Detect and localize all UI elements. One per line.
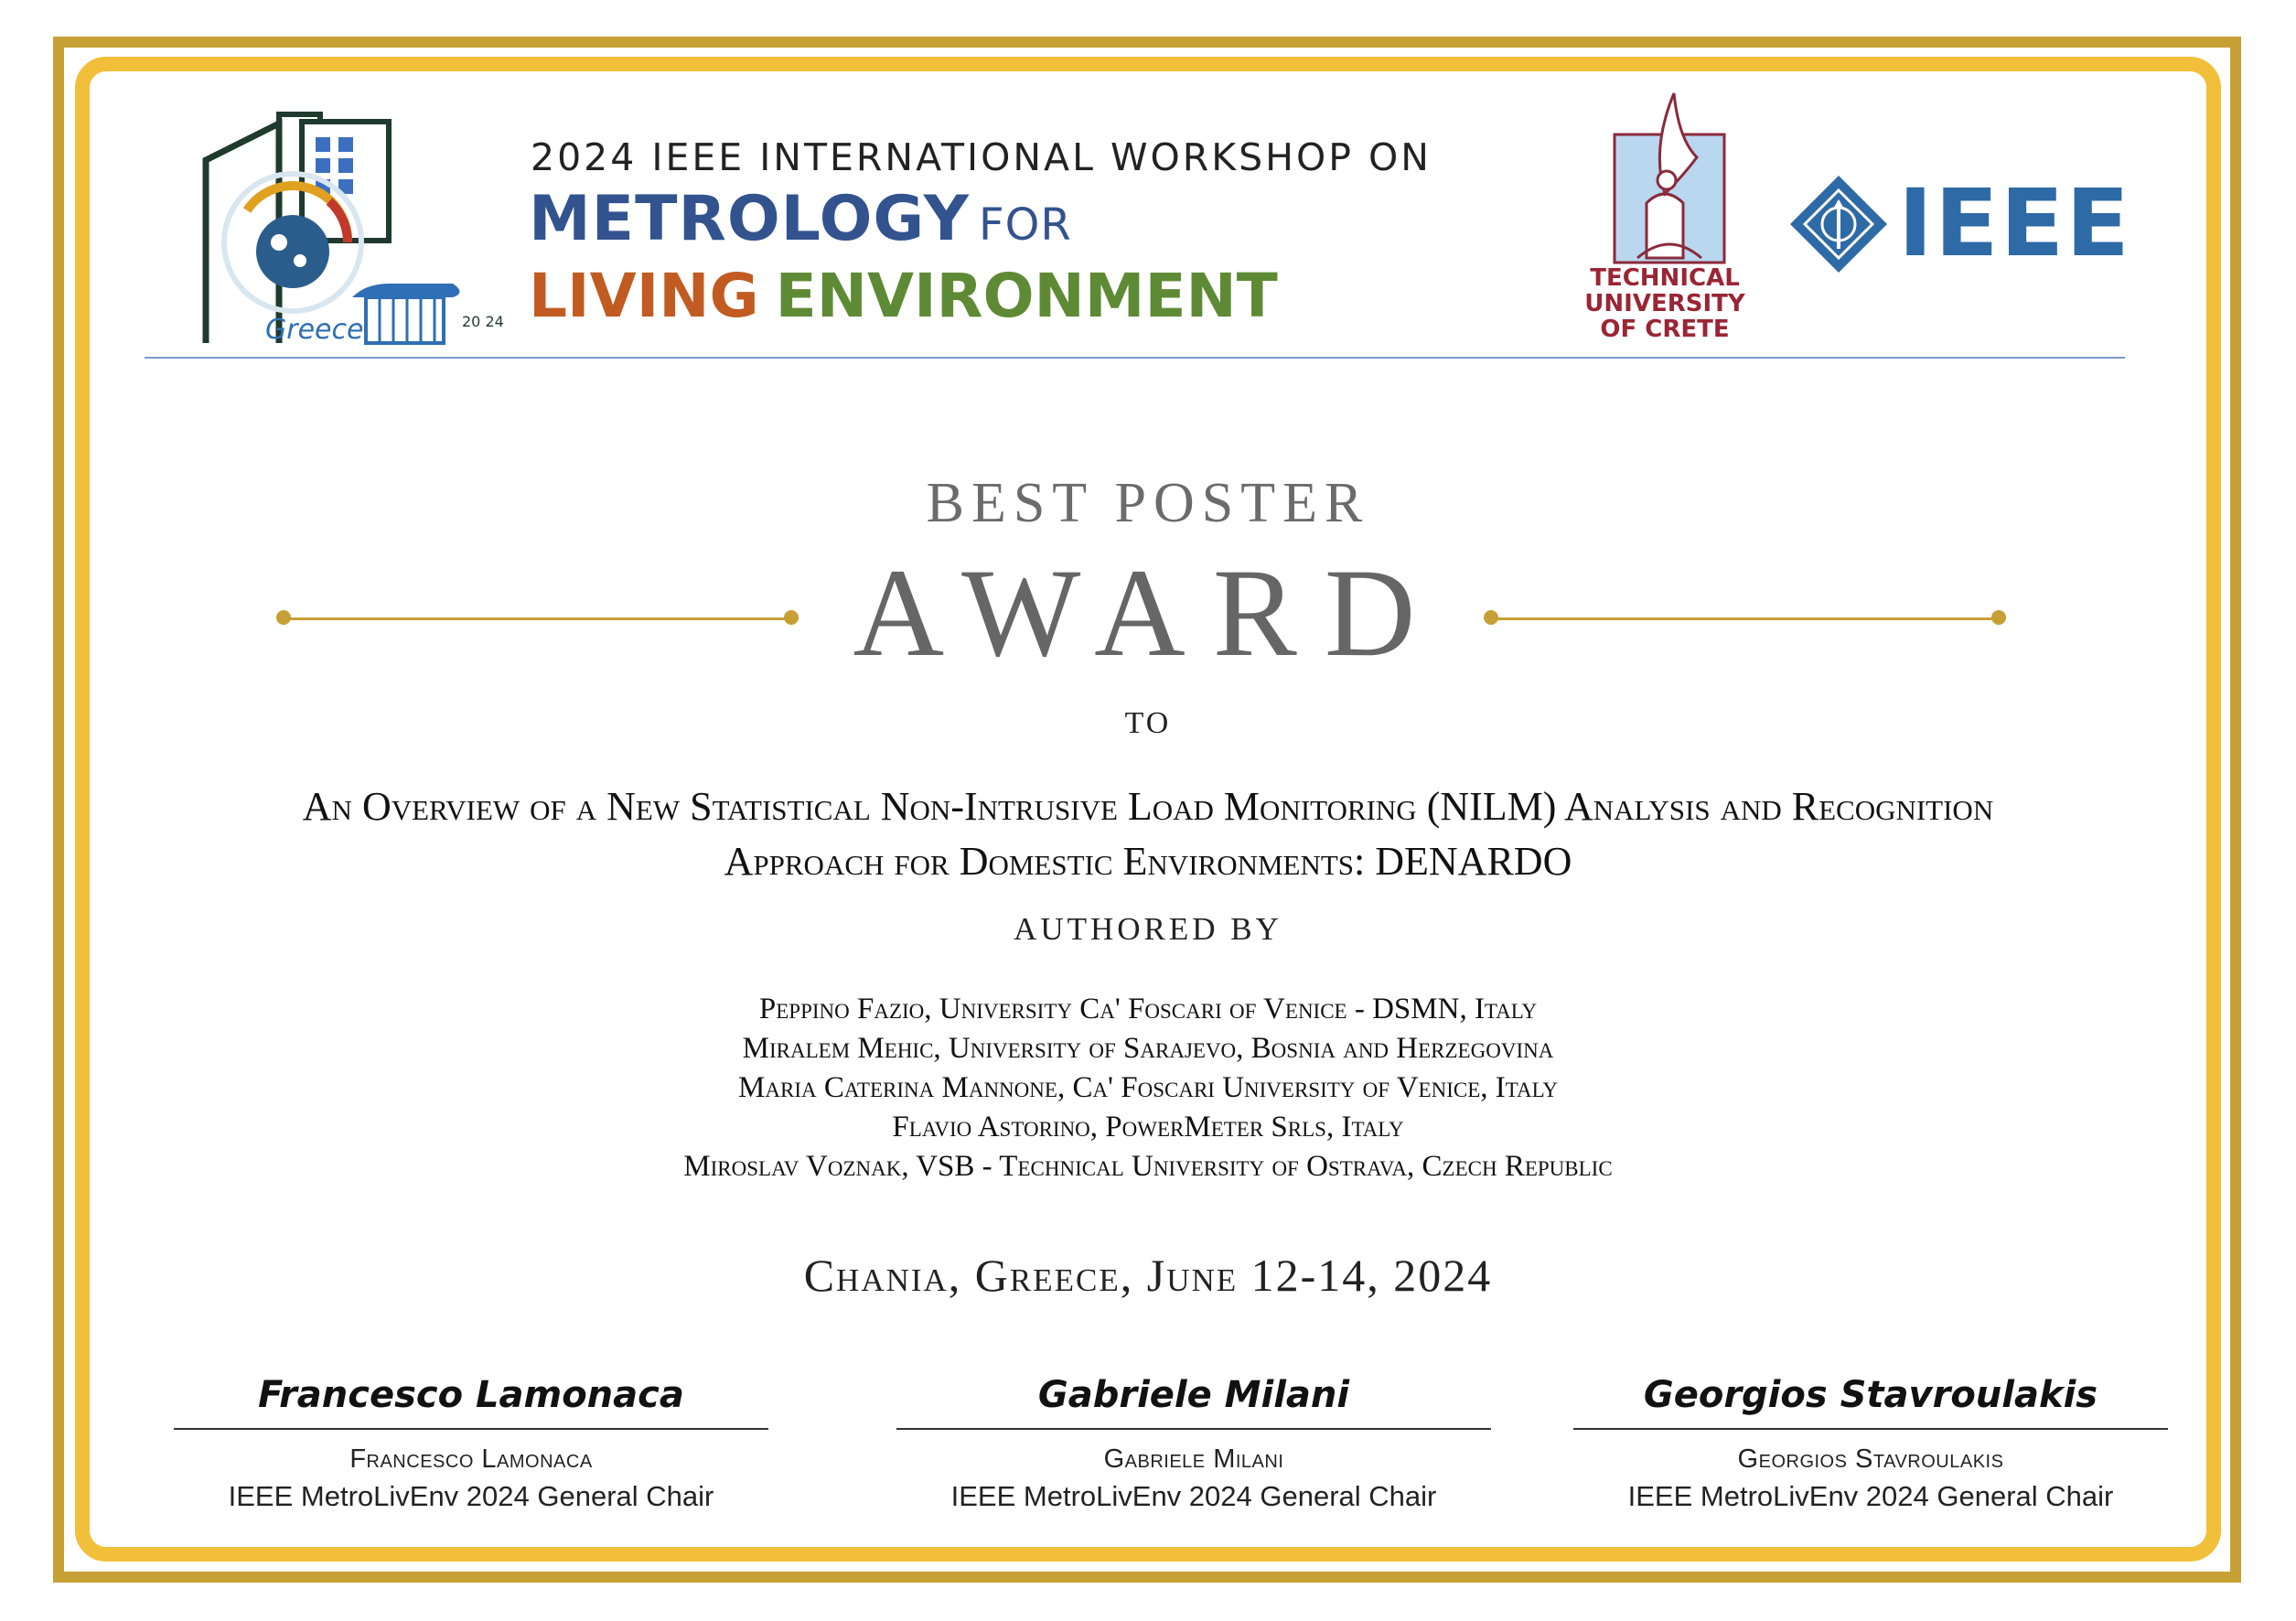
signature-block-lamonaca [174,1368,768,1513]
paper-title [110,779,2186,889]
paper-title-line-2: Approach for Domestic Environments: DENARDO [724,839,1572,884]
left-ornament-line [284,617,791,620]
author-line: Maria Caterina Mannone, Ca' Foscari University of Venice, Italy [738,1071,1558,1104]
living-word: LIVING [529,261,759,331]
environment-word: ENVIRONMENT [775,261,1278,331]
workshop-line: 2024 IEEE INTERNATIONAL WORKSHOP ON [531,135,1432,179]
place-and-date: Chania, Greece, June 12-14, 2024 [803,1250,1493,1301]
for-word: FOR [978,199,1072,251]
author-line: Miroslav Voznak, VSB - Technical University of Ostrava, Czech Republic [683,1150,1613,1183]
signer-name: Georgios Stavroulakis [1737,1444,2004,1474]
signer-role: IEEE MetroLivEnv 2024 General Chair [228,1480,714,1512]
signer-name: Francesco Lamonaca [349,1444,593,1474]
tuc-line-2: UNIVERSITY [1584,290,1745,317]
best-poster-heading: BEST POSTER [926,472,1370,534]
signature-line [896,1428,1491,1430]
logo-year-text: 20 24 [462,313,504,330]
left-ornament-dot-inner [784,610,799,625]
metrology-word: METROLOGY [529,183,970,255]
signer-role: IEEE MetroLivEnv 2024 General Chair [950,1480,1437,1512]
right-ornament-line [1491,617,1999,620]
tuc-line-3: OF CRETE [1600,316,1730,343]
signature-milani: Gabriele Milani [1037,1374,1350,1416]
metrolivenv-logo [192,114,504,352]
tuc-emblem [1610,84,1729,267]
paper-title-line-1: An Overview of a New Statistical Non-Intrusive Load Monitoring (NILM) Analysis and Recognition [302,784,1994,829]
ieee-wordmark: IEEE [1898,169,2131,278]
ieee-diamond-icon [1788,174,1889,274]
workshop-living-environment [529,261,1278,331]
signature-block-stavroulakis [1573,1368,2168,1513]
signature-stavroulakis: Georgios Stavroulakis [1643,1374,2098,1416]
author-line: Flavio Astorino, PowerMeter Srls, Italy [892,1111,1404,1143]
logo-greece-text: Greece [265,314,364,346]
signature-block-milani [896,1368,1491,1513]
award-heading: AWARD [853,542,1443,682]
author-line: Peppino Fazio, University Ca' Foscari of Venice - DSMN, Italy [758,993,1538,1025]
authors-list [0,990,2296,1186]
tuc-name [1560,265,1770,342]
tuc-line-1: TECHNICAL [1590,264,1740,292]
right-ornament-dot-outer [1991,610,2006,625]
signature-lamonaca: Francesco Lamonaca [258,1374,684,1416]
author-line: Miralem Mehic, University of Sarajevo, Bosnia and Herzegovina [742,1032,1554,1065]
workshop-metrology [529,183,1072,255]
authored-by-label: AUTHORED BY [1014,911,1282,947]
signature-line [174,1428,768,1430]
signature-line [1573,1428,2168,1430]
signer-name: Gabriele Milani [1103,1444,1284,1474]
signer-role: IEEE MetroLivEnv 2024 General Chair [1627,1480,2114,1512]
header-divider [145,357,2125,359]
to-label: TO [1124,706,1172,740]
